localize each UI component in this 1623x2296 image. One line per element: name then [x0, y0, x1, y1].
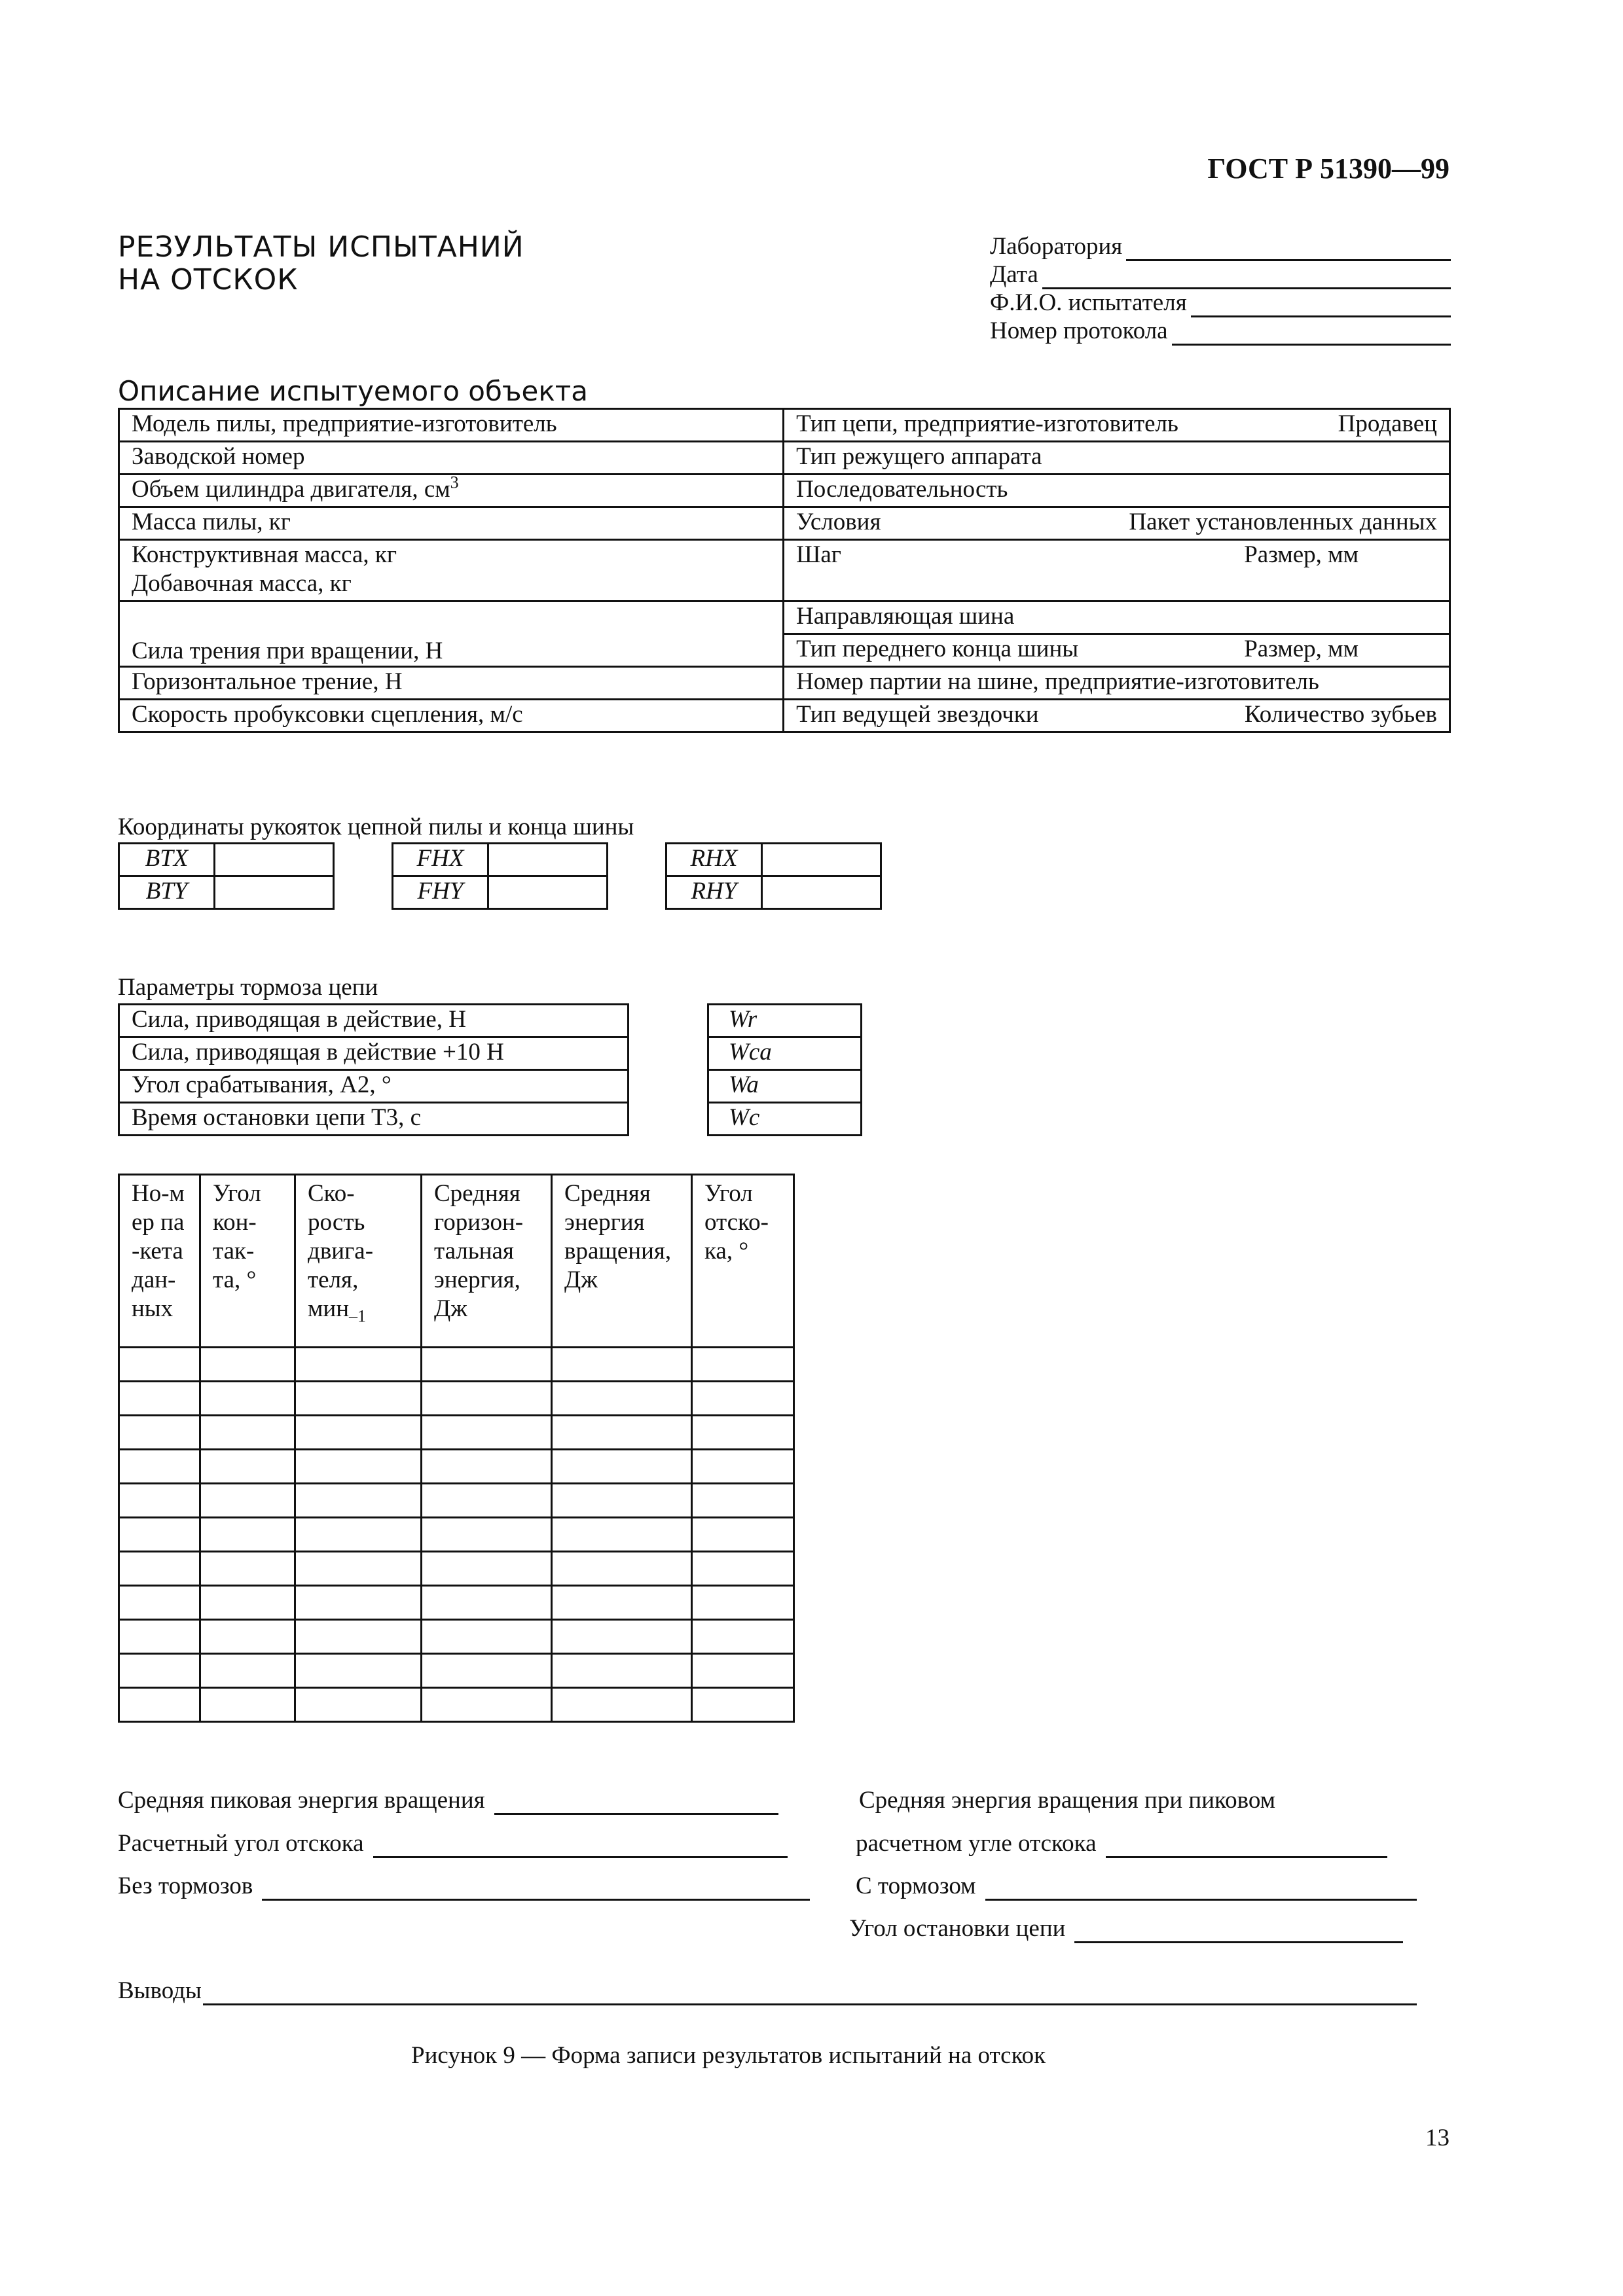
lab-label: Лаборатория [990, 233, 1123, 260]
conclusions-field[interactable] [118, 1977, 1417, 2005]
table-row [119, 409, 1450, 442]
coord-key: FHY [393, 876, 488, 909]
header-cell: Угол кон-так-та, ° [200, 1175, 295, 1348]
result-cell[interactable] [295, 1688, 422, 1722]
coord-key: RHX [666, 844, 762, 876]
lab-line [1126, 238, 1451, 261]
result-cell[interactable] [552, 1382, 692, 1416]
document-title [118, 231, 524, 296]
date-label: Дата [990, 261, 1038, 288]
desc-cell[interactable]: Конструктивная масса, кг Добавочная масса, кг [119, 540, 784, 601]
result-cell[interactable] [119, 1348, 200, 1382]
result-cell[interactable] [692, 1518, 794, 1552]
result-cell[interactable] [119, 1688, 200, 1722]
stop-angle-line [1074, 1922, 1403, 1943]
standard-number: ГОСТ Р 51390—99 [1207, 152, 1450, 185]
result-cell[interactable] [552, 1416, 692, 1450]
result-cell[interactable] [119, 1382, 200, 1416]
calc-angle-line [373, 1837, 788, 1858]
result-cell[interactable] [422, 1552, 552, 1586]
result-cell[interactable] [422, 1450, 552, 1484]
brake-param[interactable]: Угол срабатывания, А2, ° [119, 1070, 629, 1103]
brake-symbol[interactable]: Wca [708, 1037, 862, 1070]
no-brakes-line [262, 1879, 810, 1901]
result-cell[interactable] [552, 1348, 692, 1382]
result-cell[interactable] [295, 1484, 422, 1518]
coord-value-cell[interactable] [762, 876, 881, 909]
table-row [119, 1382, 794, 1416]
coords-heading: Координаты рукояток цепной пилы и конца шины [118, 814, 634, 840]
result-cell[interactable] [200, 1688, 295, 1722]
result-cell[interactable] [552, 1484, 692, 1518]
brake-symbol[interactable]: Wa [708, 1070, 862, 1103]
brake-symbol[interactable]: Wr [708, 1005, 862, 1037]
conclusions-line [203, 1984, 1417, 2005]
table-row [119, 601, 1450, 634]
desc-cell[interactable]: Объем цилиндра двигателя, $см^3$ [119, 475, 784, 507]
desc-cell[interactable]: Заводской номер [119, 442, 784, 475]
result-cell[interactable] [552, 1586, 692, 1620]
result-cell[interactable] [200, 1450, 295, 1484]
with-brake-field[interactable] [856, 1872, 1417, 1901]
page-number: 13 [1425, 2125, 1450, 2151]
description-heading: Описание испытуемого объекта [118, 375, 588, 407]
brake-param[interactable]: Сила, приводящая в действие +10 Н [119, 1037, 629, 1070]
tester-name-field[interactable] [990, 289, 1451, 317]
result-cell[interactable] [119, 1450, 200, 1484]
title-line-2: НА ОТСКОК [118, 263, 299, 296]
result-cell[interactable] [552, 1654, 692, 1688]
brake-table [118, 1003, 629, 1136]
result-cell[interactable] [295, 1654, 422, 1688]
conclusions-label: Выводы [118, 1977, 202, 2004]
tester-label: Ф.И.О. испытателя [990, 289, 1187, 316]
result-cell[interactable] [692, 1450, 794, 1484]
result-cell[interactable] [422, 1688, 552, 1722]
header-cell: Но-мер па-кета дан-ных [119, 1175, 200, 1348]
brake-heading: Параметры тормоза цепи [118, 974, 378, 1001]
desc-cell[interactable]: Тип режущего аппарата [784, 442, 1450, 475]
result-cell[interactable] [422, 1484, 552, 1518]
table-row [119, 700, 1450, 732]
table-row [119, 1586, 794, 1620]
coords-table-rh [665, 842, 882, 910]
result-cell[interactable] [119, 1552, 200, 1586]
desc-cell[interactable]: Горизонтальное трение, Н [119, 667, 784, 700]
coords-table-bt [118, 842, 335, 910]
desc-cell[interactable]: Направляющая шина [784, 601, 1450, 634]
protocol-label: Номер протокола [990, 317, 1168, 344]
lab-field[interactable] [990, 232, 1451, 261]
with-brake-label: С тормозом [856, 1873, 976, 1899]
table-row [119, 1552, 794, 1586]
result-cell[interactable] [552, 1518, 692, 1552]
result-cell[interactable] [422, 1620, 552, 1654]
coord-value-cell[interactable] [762, 844, 881, 876]
coord-key: BTY [119, 876, 215, 909]
result-cell[interactable] [692, 1348, 794, 1382]
table-row [119, 507, 1450, 540]
table-row [119, 475, 1450, 507]
peak-energy-line [494, 1793, 778, 1815]
figure-caption: Рисунок 9 — Форма записи результатов испытаний на отскок [411, 2042, 1046, 2069]
table-row [119, 442, 1450, 475]
result-cell[interactable] [422, 1416, 552, 1450]
result-cell[interactable] [692, 1654, 794, 1688]
coord-value-cell[interactable] [488, 844, 608, 876]
table-row [119, 1484, 794, 1518]
brake-param[interactable]: Время остановки цепи Т3, с [119, 1103, 629, 1136]
header-cell: Средняя горизон-тальная энергия, Дж [422, 1175, 552, 1348]
result-cell[interactable] [119, 1416, 200, 1450]
result-cell[interactable] [552, 1688, 692, 1722]
coord-key: RHY [666, 876, 762, 909]
result-cell[interactable] [422, 1654, 552, 1688]
result-cell[interactable] [692, 1416, 794, 1450]
table-row [119, 1620, 794, 1654]
desc-cell[interactable]: Сила трения при вращении, Н [119, 601, 784, 667]
desc-cell[interactable]: Скорость пробуксовки сцепления, м/с [119, 700, 784, 732]
coords-table-fh [392, 842, 608, 910]
desc-cell[interactable]: Тип цепи, предприятие-изготовитель Продавец [784, 409, 1450, 442]
result-cell[interactable] [552, 1552, 692, 1586]
peak-energy-label: Средняя пиковая энергия вращения [118, 1787, 485, 1814]
desc-cell[interactable]: Тип ведущей звездочки Количество зубьев [784, 700, 1450, 732]
header-cell: Ско-рость двига-теля, мин$_{-1}$ [295, 1175, 422, 1348]
avg-energy-label-1: Средняя энергия вращения при пиковом [859, 1787, 1276, 1814]
table-row [119, 1518, 794, 1552]
avg-energy-field[interactable] [856, 1829, 1387, 1858]
coord-value-cell[interactable] [488, 876, 608, 909]
table-row [119, 1416, 794, 1450]
header-cell: Средняя энергия вращения, Дж [552, 1175, 692, 1348]
results-header-row [119, 1175, 794, 1348]
result-cell[interactable] [295, 1382, 422, 1416]
desc-cell[interactable]: Шаг Размер, мм [784, 540, 1450, 601]
result-cell[interactable] [422, 1348, 552, 1382]
result-cell[interactable] [200, 1518, 295, 1552]
result-cell[interactable] [692, 1552, 794, 1586]
stop-angle-field[interactable] [849, 1914, 1403, 1943]
result-cell[interactable] [295, 1552, 422, 1586]
avg-energy-line [1106, 1837, 1387, 1858]
table-row [119, 1450, 794, 1484]
result-cell[interactable] [692, 1484, 794, 1518]
protocol-line [1172, 323, 1451, 346]
result-cell[interactable] [295, 1620, 422, 1654]
result-cell[interactable] [692, 1382, 794, 1416]
desc-cell[interactable]: Тип переднего конца шины Размер, мм [784, 634, 1450, 667]
coord-value-cell[interactable] [215, 876, 334, 909]
calc-angle-label: Расчетный угол отскока [118, 1830, 364, 1857]
result-cell[interactable] [295, 1416, 422, 1450]
table-row [119, 1348, 794, 1382]
result-cell[interactable] [552, 1620, 692, 1654]
result-cell[interactable] [200, 1484, 295, 1518]
result-cell[interactable] [295, 1450, 422, 1484]
calc-angle-field[interactable] [118, 1829, 788, 1858]
no-brakes-field[interactable] [118, 1872, 810, 1901]
desc-cell[interactable]: Номер партии на шине, предприятие-изготовитель [784, 667, 1450, 700]
peak-energy-field[interactable] [118, 1786, 778, 1815]
avg-energy-label-2: расчетном угле отскока [856, 1830, 1097, 1857]
result-cell[interactable] [200, 1620, 295, 1654]
result-cell[interactable] [200, 1348, 295, 1382]
protocol-number-field[interactable] [990, 317, 1451, 346]
result-cell[interactable] [119, 1654, 200, 1688]
result-cell[interactable] [552, 1450, 692, 1484]
brake-symbol[interactable]: Wc [708, 1103, 862, 1136]
table-row [119, 1654, 794, 1688]
result-cell[interactable] [200, 1382, 295, 1416]
result-cell[interactable] [119, 1586, 200, 1620]
date-line [1042, 266, 1451, 289]
result-cell[interactable] [692, 1586, 794, 1620]
desc-cell[interactable]: Последовательность [784, 475, 1450, 507]
result-cell[interactable] [295, 1586, 422, 1620]
desc-cell[interactable]: Модель пилы, предприятие-изготовитель [119, 409, 784, 442]
result-cell[interactable] [295, 1348, 422, 1382]
result-cell[interactable] [200, 1654, 295, 1688]
result-cell[interactable] [422, 1382, 552, 1416]
description-table [118, 408, 1451, 733]
date-field[interactable] [990, 260, 1451, 289]
results-table [118, 1174, 795, 1723]
coord-key: FHX [393, 844, 488, 876]
result-cell[interactable] [692, 1688, 794, 1722]
table-row [119, 1688, 794, 1722]
desc-cell[interactable]: Условия Пакет установленных данных [784, 507, 1450, 540]
brake-param[interactable]: Сила, приводящая в действие, Н [119, 1005, 629, 1037]
result-cell[interactable] [295, 1518, 422, 1552]
desc-cell[interactable]: Масса пилы, кг [119, 507, 784, 540]
result-cell[interactable] [119, 1620, 200, 1654]
tester-line [1191, 295, 1451, 317]
result-cell[interactable] [200, 1586, 295, 1620]
result-cell[interactable] [119, 1484, 200, 1518]
brake-symbols-table [707, 1003, 862, 1136]
result-cell[interactable] [422, 1518, 552, 1552]
coord-key: BTX [119, 844, 215, 876]
result-cell[interactable] [119, 1518, 200, 1552]
title-line-1: РЕЗУЛЬТАТЫ ИСПЫТАНИЙ [118, 230, 524, 264]
table-row [119, 667, 1450, 700]
result-cell[interactable] [692, 1620, 794, 1654]
with-brake-line [985, 1879, 1417, 1901]
result-cell[interactable] [200, 1416, 295, 1450]
coord-value-cell[interactable] [215, 844, 334, 876]
table-row [119, 540, 1450, 601]
header-cell: Угол отско-ка, ° [692, 1175, 794, 1348]
no-brakes-label: Без тормозов [118, 1873, 253, 1899]
result-cell[interactable] [422, 1586, 552, 1620]
stop-angle-label: Угол остановки цепи [849, 1915, 1066, 1942]
result-cell[interactable] [200, 1552, 295, 1586]
